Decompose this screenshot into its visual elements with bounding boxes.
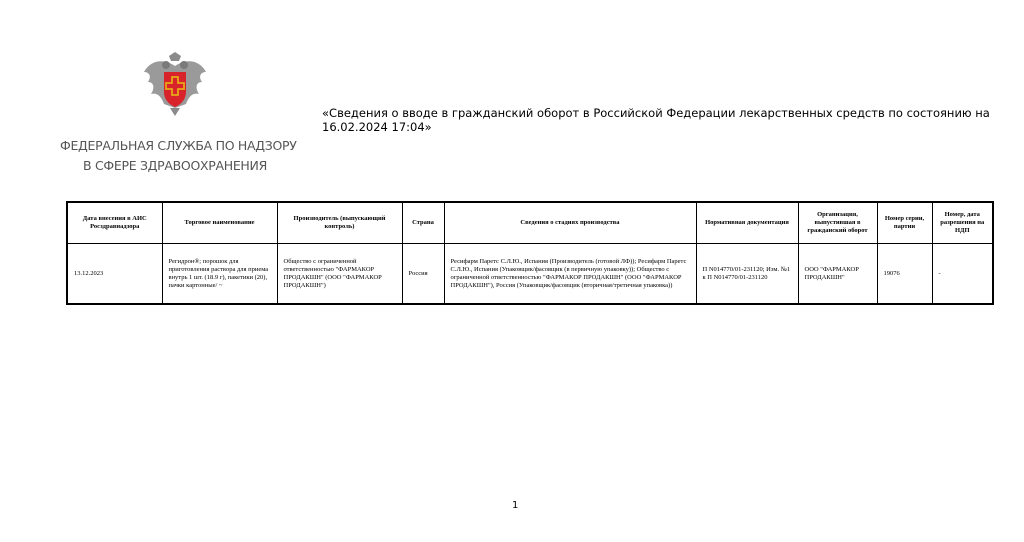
header-trade-name: Торговое наименование bbox=[162, 202, 277, 244]
header-date-added: Дата внесения в АИС Росздравнадзора bbox=[67, 202, 162, 244]
cell-batch-number: 19076 bbox=[877, 244, 932, 305]
org-name-line2: В СФЕРЕ ЗДРАВООХРАНЕНИЯ bbox=[83, 158, 267, 173]
cell-country: Россия bbox=[402, 244, 444, 305]
header-production-stages: Сведения о стадиях производства bbox=[444, 202, 696, 244]
page-number: 1 bbox=[512, 500, 519, 511]
table-header-row bbox=[67, 202, 993, 244]
org-name-line1: ФЕДЕРАЛЬНАЯ СЛУЖБА ПО НАДЗОРУ bbox=[60, 138, 297, 153]
header-releasing-organization: Организация, выпустившая в гражданский оборот bbox=[798, 202, 877, 244]
double-headed-eagle-emblem-icon bbox=[140, 50, 210, 120]
registry-table bbox=[66, 201, 994, 305]
cell-date-added: 13.12.2023 bbox=[67, 244, 162, 305]
header-country: Страна bbox=[402, 202, 444, 244]
header-permit-number: Номер, дата разрешения на НДП bbox=[932, 202, 993, 244]
document-title: «Сведения о вводе в гражданский оборот в Российской Федерации лекарственных средств по состоянию на 16.02.2024 17:04» bbox=[322, 106, 990, 134]
cell-manufacturer: Общество с ограниченной ответственностью "ФАРМАКОР ПРОДАКШН" (ООО "ФАРМАКОР ПРОДАКШН") bbox=[277, 244, 402, 305]
cell-trade-name: Регидрон®; порошок для приготовления раствора для приема внутрь 1 шт. (18.9 г), пакетики (20), пачки картонные/ ~ bbox=[162, 244, 277, 305]
cell-permit-number: - bbox=[932, 244, 993, 305]
table-row bbox=[67, 244, 993, 305]
cell-production-stages: Ресифарм Паретс С.Л.Ю., Испания (Производитель (готовой ЛФ)); Ресифарм Паретс С.Л.Ю., Испания (Упаковщик/фасовщик (в первичную упаковку)); Общество с ограниченной ответственностью "ФАРМАКОР ПРОДАКШН" (ООО "ФАРМАКОР ПРОДАКШН"), Россия (Упаковщик/фасовщик (вторичная/третичная упаковка)) bbox=[444, 244, 696, 305]
header-batch-number: Номер серии, партии bbox=[877, 202, 932, 244]
roszdravnadzor-logo bbox=[60, 50, 297, 175]
header-manufacturer: Производитель (выпускающий контроль) bbox=[277, 202, 402, 244]
cell-releasing-organization: ООО "ФАРМАКОР ПРОДАКШН" bbox=[798, 244, 877, 305]
cell-normative-docs: П N014770/01-231120; Изм. №1 к П N014770/01-231120 bbox=[696, 244, 798, 305]
header-normative-docs: Нормативная документация bbox=[696, 202, 798, 244]
